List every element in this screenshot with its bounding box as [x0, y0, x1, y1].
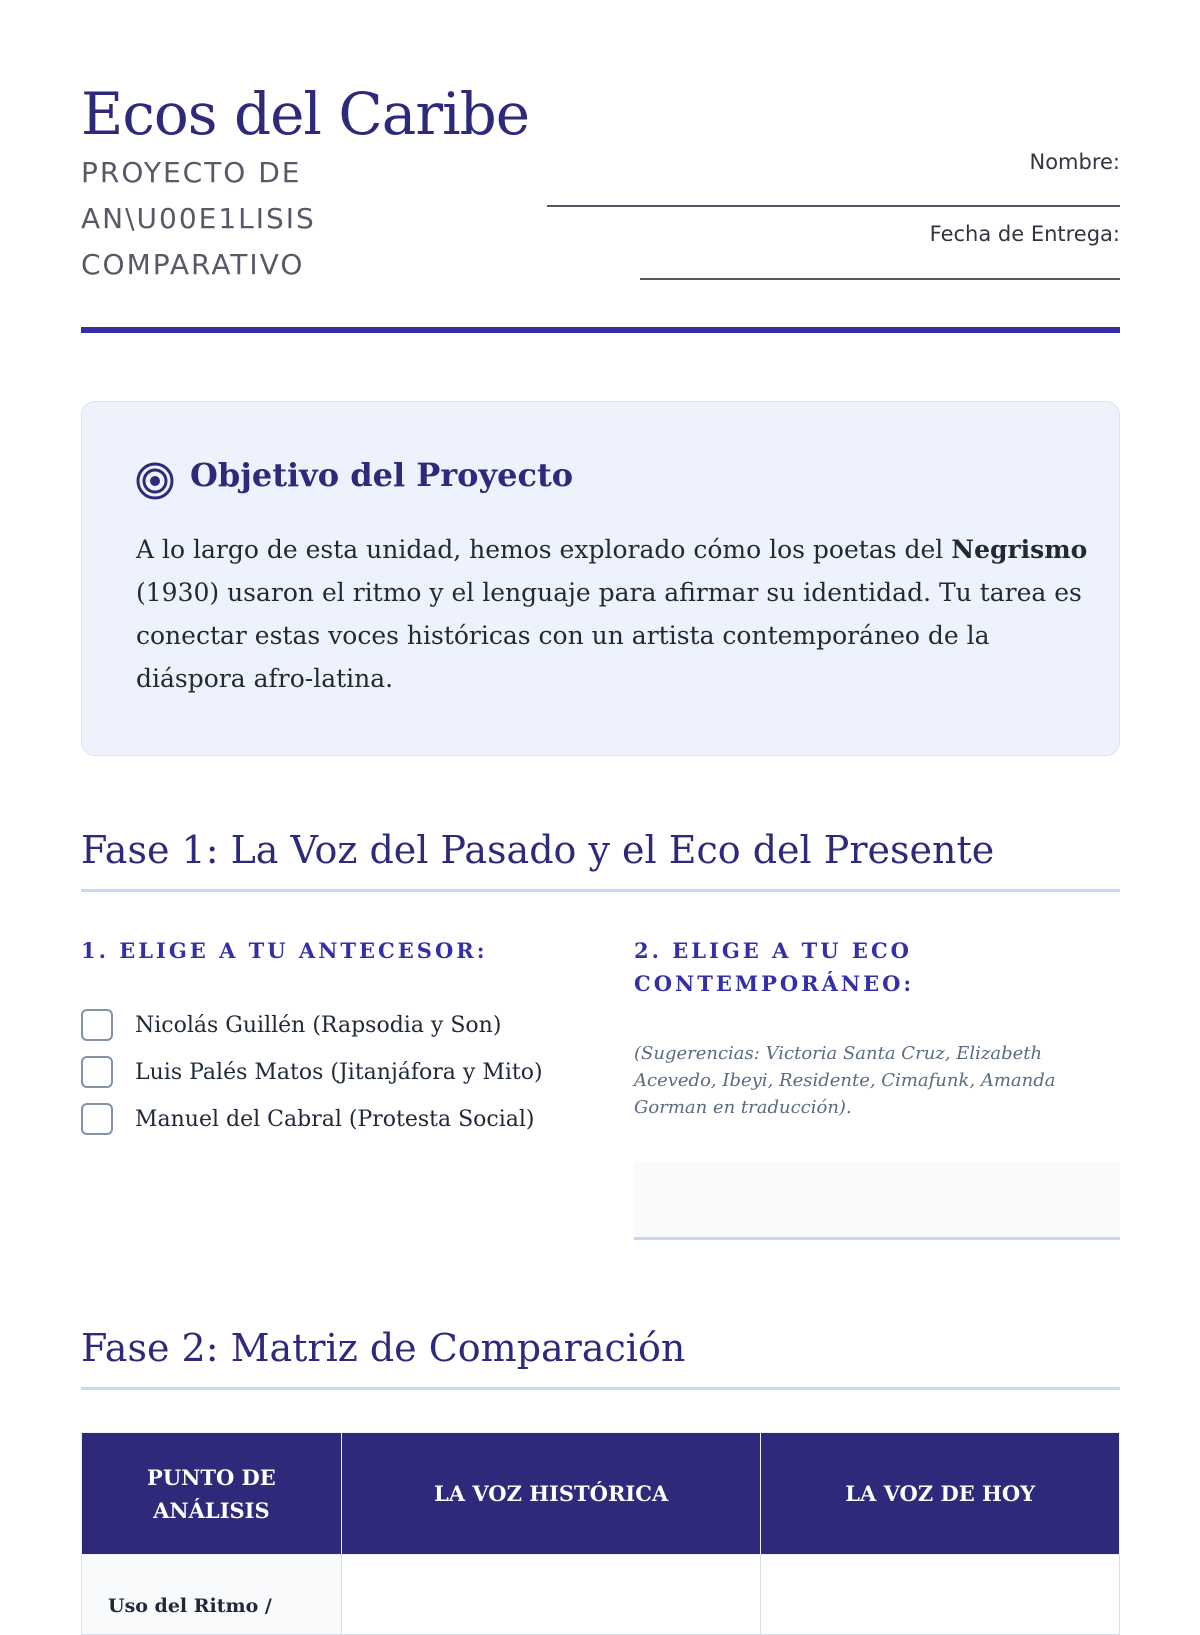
option-pales-matos[interactable]: [81, 1055, 543, 1089]
historical-voice-cell[interactable]: [341, 1555, 761, 1635]
highlight-term: Negrismo: [951, 535, 1088, 564]
table-header-row: [82, 1433, 1120, 1555]
row-label: Uso del Ritmo /: [82, 1555, 342, 1635]
name-label: Nombre:: [1029, 150, 1120, 174]
target-icon: [136, 462, 174, 500]
option-label: Nicolás Guillén (Rapsodia y Son): [135, 1012, 502, 1038]
date-label: Fecha de Entrega:: [929, 222, 1120, 246]
phase2-divider: [81, 1387, 1120, 1390]
header-divider: [81, 327, 1120, 333]
contemporary-answer-field[interactable]: [634, 1162, 1120, 1240]
option-del-cabral[interactable]: [81, 1102, 535, 1136]
column-header: LA VOZ DE HOY: [761, 1433, 1120, 1555]
today-voice-cell[interactable]: [761, 1555, 1120, 1635]
ancestor-heading: 1. ELIGE A TU ANTECESOR:: [81, 938, 488, 963]
option-label: Manuel del Cabral (Protesta Social): [135, 1106, 535, 1132]
objective-text: A lo largo de esta unidad, hemos explorado cómo los poetas del Negrismo (1930) usaron el ritmo y el lenguaje para afirmar su identidad. Tu tarea es conectar estas voces históricas con un artista contemporáneo de la diáspora afro-latina.: [136, 535, 1088, 693]
objective-title: Objetivo del Proyecto: [190, 456, 574, 494]
option-guillen[interactable]: [81, 1008, 501, 1042]
name-field-line[interactable]: [547, 205, 1120, 207]
suggestions-text: (Sugerencias: Victoria Santa Cruz, Elizabeth Acevedo, Ibeyi, Residente, Cimafunk, Amanda Gorman en traducción).: [634, 1043, 1056, 1118]
echo-heading: 2. ELIGE A TU ECO CONTEMPORÁNEO:: [634, 938, 915, 996]
checkbox[interactable]: [81, 1103, 113, 1135]
table-row: [82, 1555, 1120, 1635]
page-subtitle: PROYECTO DE AN\U00E1LISIS COMPARATIVO: [81, 156, 316, 281]
page-title: Ecos del Caribe: [81, 80, 530, 148]
column-header: PUNTO DE ANÁLISIS: [82, 1433, 342, 1555]
phase1-divider: [81, 889, 1120, 892]
column-header: LA VOZ HISTÓRICA: [341, 1433, 761, 1555]
checkbox[interactable]: [81, 1009, 113, 1041]
objective-box: [81, 401, 1120, 756]
checkbox[interactable]: [81, 1056, 113, 1088]
option-label: Luis Palés Matos (Jitanjáfora y Mito): [135, 1059, 543, 1085]
comparison-matrix: [81, 1432, 1120, 1635]
date-field-line[interactable]: [640, 278, 1120, 280]
phase2-title: Fase 2: Matriz de Comparación: [81, 1326, 686, 1370]
phase1-title: Fase 1: La Voz del Pasado y el Eco del Presente: [81, 828, 995, 872]
